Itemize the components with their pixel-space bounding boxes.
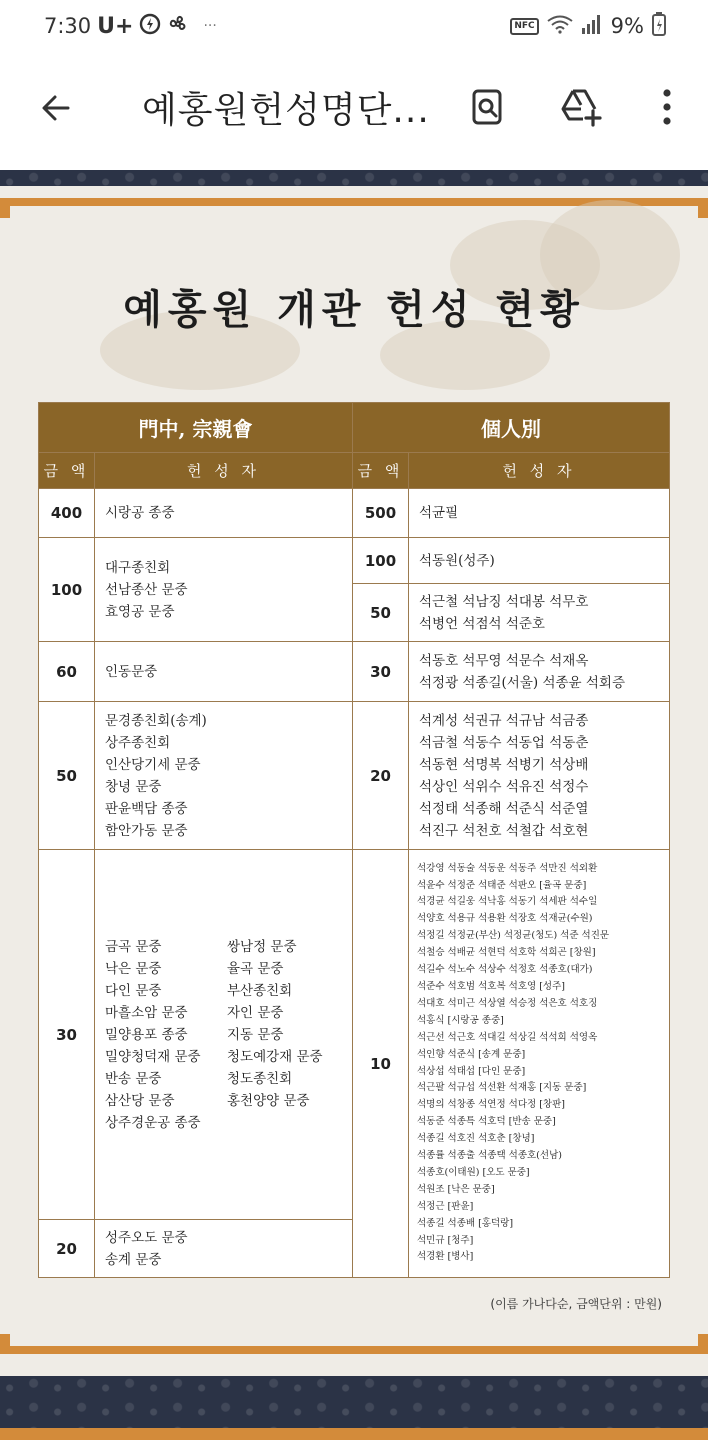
- donor-name: 석균필: [419, 505, 459, 521]
- donor-name: 마흘소암 문중: [105, 1004, 188, 1021]
- donor-name: 석동원(성주): [419, 552, 495, 569]
- donor-name: 상주경운공 종중: [105, 1114, 201, 1131]
- donor-name: 상주종친회: [105, 734, 171, 751]
- donor-name-line: 석종호(이태원) [오도 문중]: [417, 1166, 530, 1178]
- donor-name-line: 석길수 석노수 석상수 석정호 석종호(대가): [417, 964, 593, 976]
- arrow-left-icon: [38, 90, 74, 126]
- group-donors: [95, 1220, 353, 1278]
- carrier-label: U+: [97, 13, 134, 39]
- donor-name: 선남종산 문중: [105, 581, 188, 598]
- donor-name-line: 석정광 석종길(서울) 석종윤 석회증: [419, 674, 625, 691]
- wifi-icon: [547, 14, 573, 39]
- donor-name: 밀양용포 종중: [105, 1026, 188, 1043]
- donor-name-line: 석철승 석배균 석현덕 석호학 석희곤 [창원]: [417, 947, 596, 959]
- table-row: [39, 642, 670, 702]
- back-button[interactable]: [34, 86, 78, 130]
- donor-name-line: 석상인 석위수 석유진 석정수: [419, 778, 589, 795]
- donor-name: 인동문중: [105, 663, 158, 680]
- donor-name-line: 석병언 석점석 석준호: [419, 615, 545, 632]
- group-amount: 60: [39, 642, 95, 702]
- group-donors: [95, 489, 353, 538]
- donor-name-line: 석홍식 [시랑공 종중]: [417, 1014, 504, 1026]
- document-page: [0, 170, 708, 1440]
- battery-icon: [652, 12, 666, 41]
- donor-name-line: 석명의 석창종 석연정 석다정 [창판]: [417, 1099, 565, 1111]
- decorative-band: [0, 170, 708, 186]
- donor-name: 시랑공 종중: [105, 505, 175, 521]
- find-in-page-button[interactable]: [464, 84, 510, 130]
- group-amount: 100: [39, 538, 95, 642]
- donor-name-line: 석근철 석남징 석대봉 석무호: [419, 593, 589, 610]
- status-bar: [0, 0, 708, 52]
- donor-name-line: 석상섭 석태섭 [다인 문중]: [417, 1065, 526, 1077]
- donor-name-line: 석경균 석길웅 석낙홍 석동기 석세판 석수일: [417, 896, 598, 908]
- more-vert-icon: [661, 87, 673, 127]
- donor-name-line: 석동호 석무영 석문수 석재옥: [419, 652, 589, 669]
- signal-icon: [581, 14, 603, 39]
- group-donors: [95, 642, 353, 702]
- gold-strip: [0, 1428, 708, 1440]
- app-bar: [0, 52, 708, 168]
- individual-donors: [409, 538, 670, 584]
- donor-name: 청도종친회: [227, 1070, 293, 1087]
- amount-column-header: 금 액: [39, 453, 95, 489]
- individual-donors: [409, 850, 670, 1278]
- donor-name-line: 석종길 석종배 [홍덕랑]: [417, 1217, 514, 1229]
- more-notifications-indicator: ···: [203, 18, 217, 34]
- donor-name-line: 석근선 석근호 석대길 석상길 석석희 석영옥: [417, 1031, 598, 1043]
- donor-name-line: 석종길 석호진 석호춘 [창녕]: [417, 1133, 535, 1145]
- donor-name: 쌍남정 문중: [227, 938, 297, 955]
- donor-name: 대구종친회: [105, 559, 171, 576]
- donor-name-line: 석종률 석종출 석종택 석종호(선남): [417, 1150, 562, 1162]
- donor-name: 부산종친회: [227, 982, 293, 999]
- individual-donors: [409, 489, 670, 538]
- individual-donors: [409, 584, 670, 642]
- donor-name-line: 석준수 석호범 석호복 석호영 [성주]: [417, 980, 565, 992]
- group-donors: [95, 702, 353, 850]
- table-row: [39, 702, 670, 850]
- donor-name: 문경종친회(송계): [105, 712, 207, 729]
- donor-column-header: 헌 성 자: [95, 453, 353, 489]
- donor-name: 낙은 문중: [105, 960, 162, 977]
- individual-amount: 20: [353, 702, 409, 850]
- donor-name: 효영공 문중: [105, 603, 175, 620]
- table-row: [39, 538, 670, 584]
- donor-name: 인산당기세 문중: [105, 756, 201, 773]
- donor-name-line: 석경환 [병사]: [417, 1251, 474, 1263]
- individual-amount: 50: [353, 584, 409, 642]
- donor-name-line: 석근팔 석규섭 석선환 석재홍 [지동 문중]: [417, 1082, 587, 1094]
- donor-name: 지동 문중: [227, 1026, 284, 1043]
- donor-name: 자인 문중: [227, 1004, 284, 1021]
- page-title: 예홍원헌성명단...: [142, 90, 430, 131]
- donor-name-line: 석인향 석준식 [송계 문중]: [417, 1048, 526, 1060]
- table-row: [39, 489, 670, 538]
- donor-name: 함안가동 문중: [105, 822, 188, 839]
- donor-name-line: 석진구 석천호 석철갑 석호현: [419, 822, 589, 839]
- group-header: 門中, 宗親會: [39, 403, 353, 453]
- donor-name: 밀양청덕재 문중: [105, 1048, 201, 1065]
- donor-name-line: 석민규 [청주]: [417, 1234, 474, 1246]
- donor-name-line: 석동현 석명복 석병기 석상배: [419, 756, 589, 773]
- donor-name: 송계 문중: [105, 1251, 162, 1268]
- donor-name: 금곡 문중: [105, 938, 162, 955]
- donor-name-line: 석금철 석동수 석동업 석동춘: [419, 734, 589, 751]
- data-saver-icon: [139, 13, 161, 40]
- add-to-drive-button[interactable]: [558, 84, 604, 130]
- individual-donors: [409, 702, 670, 850]
- donor-name: 판윤백담 종중: [105, 800, 188, 817]
- group-amount: 30: [39, 850, 95, 1220]
- frame-corner: [698, 198, 708, 218]
- donor-name: 다인 문중: [105, 982, 162, 999]
- donor-name: 율곡 문중: [227, 960, 284, 977]
- donor-name: 삼산당 문중: [105, 1092, 175, 1109]
- donation-table: [38, 402, 670, 1278]
- battery-percent: 9%: [610, 14, 644, 38]
- more-options-button[interactable]: [644, 84, 690, 130]
- donor-name: 청도예강재 문중: [227, 1048, 323, 1065]
- nfc-icon: NFC: [510, 18, 538, 35]
- donor-name-line: 석원조 [낙은 문중]: [417, 1183, 495, 1195]
- find-in-page-icon: [467, 87, 507, 127]
- individual-header: 個人別: [353, 403, 670, 453]
- group-amount: 20: [39, 1220, 95, 1278]
- donor-name-line: 석정근 [판윤]: [417, 1200, 474, 1212]
- donor-name: 창녕 문중: [105, 778, 162, 795]
- fan-icon: [167, 13, 189, 40]
- individual-amount: 100: [353, 538, 409, 584]
- frame-corner: [0, 198, 10, 218]
- donor-name-line: 석윤수 석정준 석태준 석판오 [율곡 문중]: [417, 879, 587, 891]
- group-donors: [95, 850, 353, 1220]
- group-donors: [95, 538, 353, 642]
- status-time: 7:30: [44, 14, 92, 38]
- donor-name-line: 석강영 석동술 석동운 석동주 석만진 석외환: [417, 862, 598, 874]
- donor-name-line: 석동준 석종특 석호덕 [반송 문중]: [417, 1116, 556, 1128]
- unit-note: (이름 가나다순, 금액단위 : 만원): [490, 1297, 662, 1311]
- donor-name: 홍천양양 문중: [227, 1092, 310, 1109]
- document-title: 예홍원 개관 헌성 현황: [123, 286, 585, 333]
- donor-name: 반송 문중: [105, 1070, 162, 1087]
- group-amount: 400: [39, 489, 95, 538]
- donor-name-line: 석정태 석종해 석준식 석준열: [419, 800, 589, 817]
- individual-amount: 30: [353, 642, 409, 702]
- donor-column-header: 헌 성 자: [409, 453, 670, 489]
- individual-amount: 10: [353, 850, 409, 1278]
- group-amount: 50: [39, 702, 95, 850]
- individual-amount: 500: [353, 489, 409, 538]
- donor-name: 성주오도 문중: [105, 1229, 188, 1246]
- donor-name-line: 석계성 석권규 석규남 석금종: [419, 712, 589, 729]
- donor-name-line: 석정길 석정균(부산) 석정균(청도) 석준 석진문: [417, 930, 610, 942]
- decorative-band: [0, 1376, 708, 1428]
- add-to-drive-icon: [559, 85, 603, 129]
- table-row: [39, 850, 670, 1220]
- donor-name-line: 석양호 석용규 석용환 석장호 석재균(수원): [417, 913, 593, 925]
- donor-name-line: 석대호 석미근 석상열 석승정 석은호 석호징: [417, 997, 598, 1009]
- individual-donors: [409, 642, 670, 702]
- gold-frame-bottom: [0, 1346, 708, 1354]
- amount-column-header: 금 액: [353, 453, 409, 489]
